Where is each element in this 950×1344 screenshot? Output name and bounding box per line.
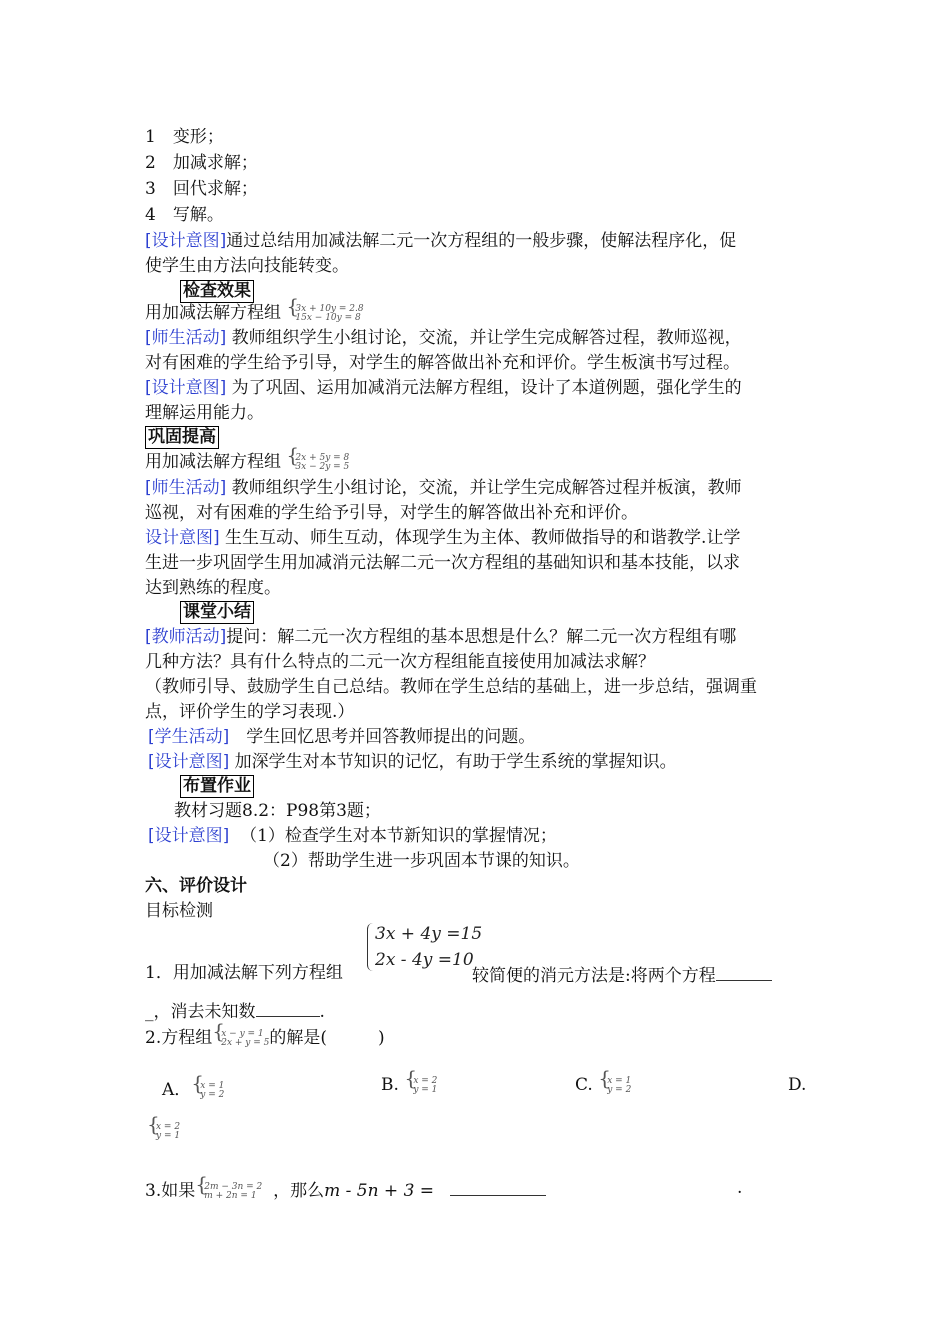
consolidate-problem — [145, 451, 349, 473]
section-heading-evaluation: 六、评价设计 — [145, 876, 247, 896]
equation: 2x - 4y =10 — [375, 950, 474, 970]
equation-system — [191, 1082, 224, 1100]
equation: 2x + y = 5 — [221, 1037, 270, 1048]
q3-end: . — [737, 1178, 743, 1198]
equation: { x = 2 — [156, 1121, 181, 1132]
q2-prefix: 2.方程组 — [145, 1028, 213, 1048]
equation-system — [147, 1123, 180, 1141]
equation-system — [598, 1077, 631, 1095]
section-heading-homework — [180, 775, 254, 798]
section-heading-summary — [180, 601, 254, 624]
intent-item: （1）检查学生对本节新知识的掌握情况； — [240, 826, 557, 846]
equation: 3x − 2y = 5 — [295, 461, 350, 472]
step-1: 1 变形； — [145, 127, 224, 147]
note-text-cont: 点，评价学生的学习表现.） — [145, 702, 355, 722]
equation: y = 1 — [156, 1130, 181, 1141]
equation-system — [212, 1030, 269, 1048]
equation: { 3x + 10y = 2.8 — [295, 303, 364, 314]
activity-text: 教师组织学生小组讨论，交流，并让学生完成解答过程并板演，教师 — [226, 478, 742, 498]
design-intent-tag: 设计意图] — [145, 528, 220, 548]
intent-text-cont: 使学生由方法向技能转变。 — [145, 256, 349, 276]
equation-system — [195, 1183, 262, 1201]
heading-check: 检查效果 — [180, 280, 254, 303]
intent-text: 通过总结用加减法解二元一次方程组的一般步骤，使解法程序化，促 — [226, 231, 737, 251]
problem-text: 用加减法解方程组 — [145, 452, 281, 472]
equation: 15x − 10y = 8 — [295, 312, 361, 323]
heading-summary: 课堂小结 — [180, 601, 254, 624]
q1-prefix: 1．用加减法解下列方程组 — [145, 963, 343, 983]
equation: { x = 2 — [413, 1075, 438, 1086]
heading-homework: 布置作业 — [180, 775, 254, 798]
equation-system — [286, 454, 349, 472]
check-problem — [145, 302, 364, 324]
heading-consolidate: 巩固提高 — [145, 426, 219, 449]
q1-suffix — [472, 962, 772, 987]
intent-text-cont: 达到熟练的程度。 — [145, 578, 281, 598]
option-c[interactable] — [575, 1075, 631, 1095]
step-4: 4 写解。 — [145, 205, 224, 225]
equation-system — [365, 921, 482, 973]
intent-paragraph-1 — [145, 230, 736, 252]
teacher-text-cont: 几种方法？具有什么特点的二元一次方程组能直接使用加减法求解？ — [145, 652, 655, 672]
option-label: C. — [575, 1075, 593, 1095]
activity-text-cont: 对有困难的学生给予引导，对学生的解答做出补充和评价。学生板演书写过程。 — [145, 353, 740, 373]
q1-period: . — [319, 1002, 325, 1022]
intent-item: （2）帮助学生进一步巩固本节课的知识。 — [263, 851, 580, 871]
activity-text-cont: 巡视，对有困难的学生给予引导，对学生的解答做出补充和评价。 — [145, 503, 638, 523]
note-text: （教师引导、鼓励学生自己总结。教师在学生总结的基础上，进一步总结，强调重 — [145, 677, 757, 697]
intent-text: 加深学生对本节知识的记忆，有助于学生系统的掌握知识。 — [234, 752, 677, 772]
teacher-text: 提问：解二元一次方程组的基本思想是什么？解二元一次方程组有哪 — [226, 627, 737, 647]
equation: y = 2 — [607, 1084, 632, 1095]
equation: 3x + 4y =15 — [375, 924, 483, 944]
q3-expression: m - 5n + 3 = — [324, 1181, 435, 1201]
teacher-line — [145, 626, 736, 648]
evaluation-subheading: 目标检测 — [145, 901, 213, 921]
q3-prefix: 3.如果 — [145, 1181, 196, 1201]
activity-line — [145, 477, 742, 499]
option-d[interactable] — [147, 1121, 180, 1141]
equation: { x = 1 — [200, 1080, 225, 1091]
q2-suffix: 的解是( ) — [269, 1028, 385, 1048]
intent-text: 生生互动、师生互动，体现学生为主体、教师做指导的和谐教学.让学 — [219, 528, 741, 548]
design-intent-tag: [设计意图] — [145, 231, 227, 251]
activity-line — [145, 327, 742, 349]
homework-intent — [148, 825, 557, 847]
answer-blank[interactable] — [450, 1177, 546, 1196]
equation-system — [286, 305, 363, 323]
design-intent-tag: [设计意图] — [148, 752, 230, 772]
design-intent-tag: [设计意图] — [145, 378, 227, 398]
student-activity-tag: [学生活动] — [148, 727, 230, 747]
student-line — [148, 726, 535, 748]
equation: { x − y = 1 — [221, 1028, 264, 1039]
intent-line — [145, 377, 742, 399]
option-label: A． — [162, 1080, 192, 1100]
equation: { x = 1 — [607, 1075, 632, 1086]
equation: y = 1 — [413, 1084, 438, 1095]
option-b[interactable] — [381, 1075, 437, 1095]
student-text: 学生回忆思考并回答教师提出的问题。 — [229, 727, 536, 747]
step-3: 3 回代求解； — [145, 179, 258, 199]
intent-text-cont: 理解运用能力。 — [145, 403, 264, 423]
equation: { 2x + 5y = 8 — [295, 452, 350, 463]
homework-text: 教材习题8.2：P98第3题； — [174, 801, 381, 821]
activity-tag: [师生活动] — [145, 328, 227, 348]
equation: m + 2n = 1 — [204, 1190, 257, 1201]
intent-line — [145, 527, 740, 549]
design-intent-tag: [设计意图] — [148, 826, 230, 846]
problem-text: 用加减法解方程组 — [145, 303, 281, 323]
activity-text: 教师组织学生小组讨论，交流，并让学生完成解答过程，教师巡视， — [226, 328, 742, 348]
equation-system — [404, 1077, 437, 1095]
intent-line — [148, 751, 677, 773]
q3-middle: ，那么 — [273, 1181, 325, 1201]
option-d-label[interactable]: D. — [788, 1075, 807, 1095]
q2-line — [145, 1027, 385, 1049]
intent-text: 为了巩固、运用加减消元法解方程组，设计了本道例题，强化学生的 — [226, 378, 742, 398]
q3-line — [145, 1177, 546, 1202]
teacher-activity-tag: [教师活动] — [145, 627, 227, 647]
intent-text-cont: 生进一步巩固学生用加减消元法解二元一次方程组的基础知识和基本技能，以求 — [145, 553, 740, 573]
section-heading-consolidate — [145, 426, 219, 449]
option-label: B. — [381, 1075, 399, 1095]
q1-text: _，消去未知数 — [145, 1002, 256, 1022]
activity-tag: [师生活动] — [145, 478, 227, 498]
q1-suffix-text: 较简便的消元方法是:将两个方程 — [472, 966, 716, 986]
q1-line2 — [145, 998, 325, 1023]
section-heading-check — [180, 280, 254, 303]
answer-blank[interactable] — [256, 998, 320, 1017]
q1-system — [365, 921, 482, 973]
answer-blank[interactable] — [716, 962, 772, 981]
equation: y = 2 — [200, 1089, 225, 1100]
option-a[interactable] — [162, 1075, 224, 1100]
step-2: 2 加减求解； — [145, 153, 258, 173]
equation: { 2m − 3n = 2 — [204, 1181, 263, 1192]
